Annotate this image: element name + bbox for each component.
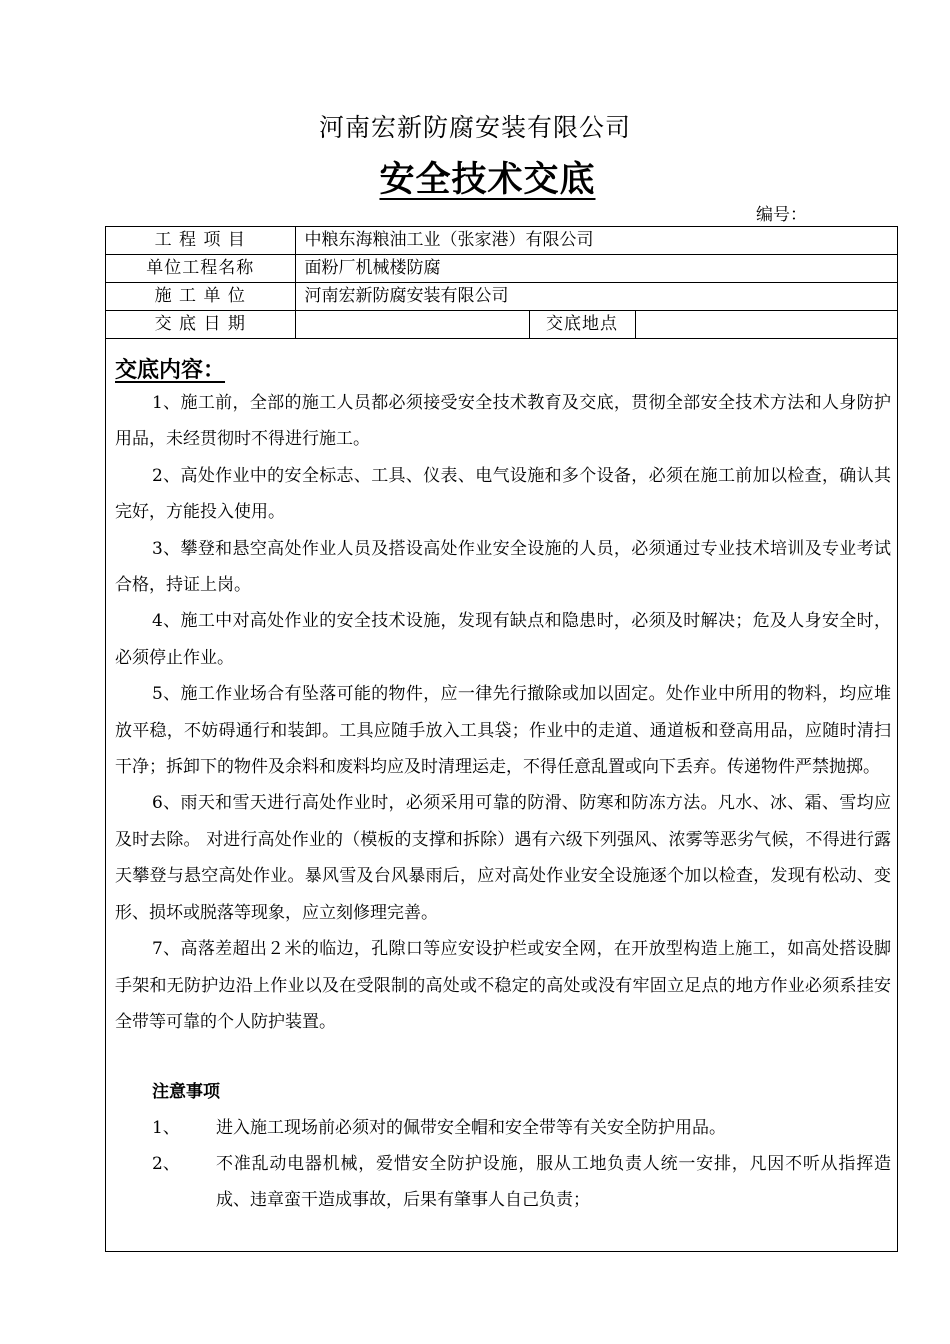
notice-item-number: 1、 bbox=[152, 1118, 180, 1139]
content-item-6: 6、雨天和雪天进行高处作业时，必须采用可靠的防滑、防寒和防冻方法。凡水、冰、霜、雪均应及时去除。 对进行高处作业的（模板的支撑和拆除）遇有六级下列强风、浓雾等恶劣气候，不得进行露天攀登与悬空高处作业。暴风雪及台风暴雨后，应对高处作业安全设施逐个加以检查，发现有松动、变形、损坏或脱落等现象，应立刻修理完善。 bbox=[115, 793, 891, 923]
content-item-4: 4、施工中对高处作业的安全技术设施，发现有缺点和隐患时，必须及时解决；危及人身安全时，必须停止作业。 bbox=[115, 611, 891, 668]
disclosure-form bbox=[105, 226, 898, 1252]
project-label: 工 程 项 目 bbox=[106, 227, 295, 255]
document-title bbox=[0, 152, 950, 202]
content-item-2: 2、高处作业中的安全标志、工具、仪表、电气设施和多个设备，必须在施工前加以检查，确认其完好，方能投入使用。 bbox=[115, 465, 891, 523]
content-item-7: 7、高落差超出２米的临边，孔隙口等应安设护栏或安全网，在开放型构造上施工，如高处搭设脚手架和无防护边沿上作业以及在受限制的高处或不稳定的高处或没有牢固立足点的地方作业必须系挂安全带等可靠的个人防护装置。 bbox=[115, 939, 891, 1032]
project-info-table bbox=[106, 227, 897, 339]
notice-title: 注意事项 bbox=[152, 1082, 220, 1103]
table-row bbox=[106, 255, 897, 283]
table-row bbox=[106, 283, 897, 311]
notice-item-1 bbox=[115, 1110, 891, 1146]
notice-item-2 bbox=[115, 1146, 891, 1218]
document-number-label: 编号： bbox=[756, 205, 807, 225]
date-label: 交 底 日 期 bbox=[106, 311, 295, 339]
unit-project-label: 单位工程名称 bbox=[106, 255, 295, 283]
table-row bbox=[106, 227, 897, 255]
notice-item-number: 2、 bbox=[152, 1154, 180, 1175]
content-item-5: 5、施工作业场合有坠落可能的物件，应一律先行撤除或加以固定。处作业中所用的物料，均应堆放平稳，不妨碍通行和装卸。工具应随手放入工具袋；作业中的走道、通道板和登高用品，应随时清扫干净；拆卸下的物件及余料和废料均应及时清理运走，不得任意乱置或向下丢弃。传递物件严禁抛掷。 bbox=[115, 684, 891, 778]
company-name: 河南宏新防腐安装有限公司 bbox=[318, 113, 631, 142]
content-heading: 交底内容： bbox=[115, 357, 226, 383]
contractor-label: 施 工 单 位 bbox=[106, 283, 295, 311]
document-title-text: 安全技术交底 bbox=[379, 159, 596, 200]
location-value bbox=[635, 311, 897, 339]
project-value: 中粮东海粮油工业（张家港）有限公司 bbox=[295, 227, 897, 255]
location-label: 交底地点 bbox=[529, 311, 635, 339]
contractor-value: 河南宏新防腐安装有限公司 bbox=[295, 283, 897, 311]
content-item-3: 3、攀登和悬空高处作业人员及搭设高处作业安全设施的人员，必须通过专业技术培训及专业考试合格，持证上岗。 bbox=[115, 538, 891, 596]
notice-item-text: 进入施工现场前必须对的佩带安全帽和安全带等有关安全防护用品。 bbox=[216, 1118, 726, 1139]
content-item-1: 1、施工前，全部的施工人员都必须接受安全技术教育及交底，贯彻全部安全技术方法和人身防护用品，未经贯彻时不得进行施工。 bbox=[115, 393, 891, 450]
unit-project-value: 面粉厂机械楼防腐 bbox=[295, 255, 897, 283]
notice-item-text: 不准乱动电器机械，爱惜安全防护设施，服从工地负责人统一安排，凡因不听从指挥造成、违章蛮干造成事故，后果有肇事人自己负责； bbox=[216, 1154, 891, 1211]
date-value bbox=[295, 311, 529, 339]
disclosure-content bbox=[115, 355, 891, 1218]
table-row bbox=[106, 311, 897, 339]
